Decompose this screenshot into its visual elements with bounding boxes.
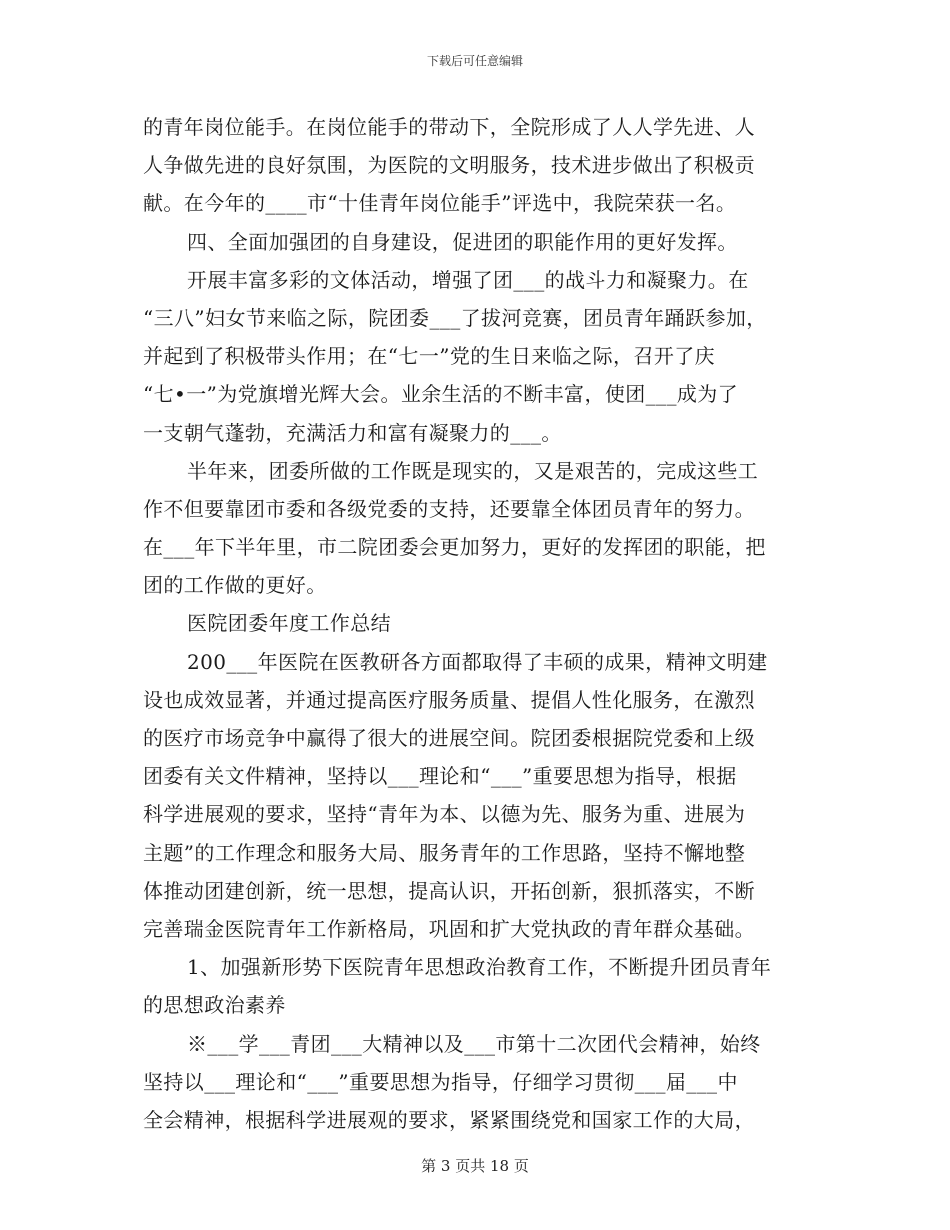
text-line: 全会精神，根据科学进展观的要求，紧紧围绕党和国家工作的大局， — [143, 1107, 755, 1132]
text-line: 医院团委年度工作总结 — [187, 611, 391, 636]
page-footer: 第 3 页共 18 页 — [421, 1157, 529, 1175]
text-line: 主题”的工作理念和服务大局、服务青年的工作思路，坚持不懈地整 — [143, 840, 746, 865]
text-line: 作不但要靠团市委和各级党委的支持，还要靠全体团员青年的努力。 — [143, 496, 755, 521]
text-line: 并起到了积极带头作用；在“七一”党的生日来临之际，召开了庆 — [143, 344, 716, 369]
text-line: “七•一”为党旗增光辉大会。业余生活的不断丰富，使团___成为了 — [143, 382, 739, 407]
text-line: 的医疗市场竞争中赢得了很大的进展空间。院团委根据院党委和上级 — [143, 726, 755, 750]
document-body — [143, 108, 815, 1139]
text-line: 设也成效显著，并通过提高医疗服务质量、提倡人性化服务，在激烈 — [143, 687, 755, 712]
text-line: 半年来，团委所做的工作既是现实的，又是艰苦的，完成这些工 — [187, 458, 759, 483]
text-line: 的思想政治素养 — [143, 993, 286, 1018]
text-line: 四、全面加强团的自身建设，促进团的职能作用的更好发挥。 — [187, 229, 738, 254]
text-line: 200___年医院在医教研各方面都取得了丰硕的成果，精神文明建 — [187, 649, 768, 674]
text-line: 坚持以___理论和“___”重要思想为指导，仔细学习贯彻___届___中 — [143, 1069, 738, 1094]
text-line: 团委有关文件精神，坚持以___理论和“___”重要思想为指导，根据 — [143, 764, 737, 789]
text-line: ※___学___青团___大精神以及___市第十二次团代会精神，始终 — [187, 1031, 761, 1056]
text-line: 体推动团建创新，统一思想，提高认识，开拓创新，狠抓落实，不断 — [143, 878, 755, 903]
text-line: “三八”妇女节来临之际，院团委___了拔河竞赛，团员青年踊跃参加， — [143, 305, 767, 330]
text-line: 人争做先进的良好氛围，为医院的文明服务，技术进步做出了积极贡 — [143, 153, 755, 178]
text-line: 1、加强新形势下医院青年思想政治教育工作，不断提升团员青年 — [187, 955, 772, 980]
text-line: 的青年岗位能手。在岗位能手的带动下，全院形成了人人学先进、人 — [143, 115, 755, 139]
text-line: 完善瑞金医院青年工作新格局，巩固和扩大党执政的青年群众基础。 — [143, 916, 755, 941]
text-line: 科学进展观的要求，坚持“青年为本、以德为先、服务为重、进展为 — [143, 802, 746, 827]
page-header: 下载后可任意编辑 — [426, 54, 523, 68]
text-line: 献。在今年的____市“十佳青年岗位能手”评选中，我院荣获一名。 — [143, 191, 737, 216]
text-line: 一支朝气蓬勃，充满活力和富有凝聚力的___。 — [143, 420, 562, 445]
text-line: 在___年下半年里，市二院团委会更加努力，更好的发挥团的职能，把 — [143, 535, 766, 560]
text-line: 开展丰富多彩的文体活动，增强了团___的战斗力和凝聚力。在 — [187, 267, 749, 292]
text-line: 团的工作做的更好。 — [143, 573, 327, 598]
